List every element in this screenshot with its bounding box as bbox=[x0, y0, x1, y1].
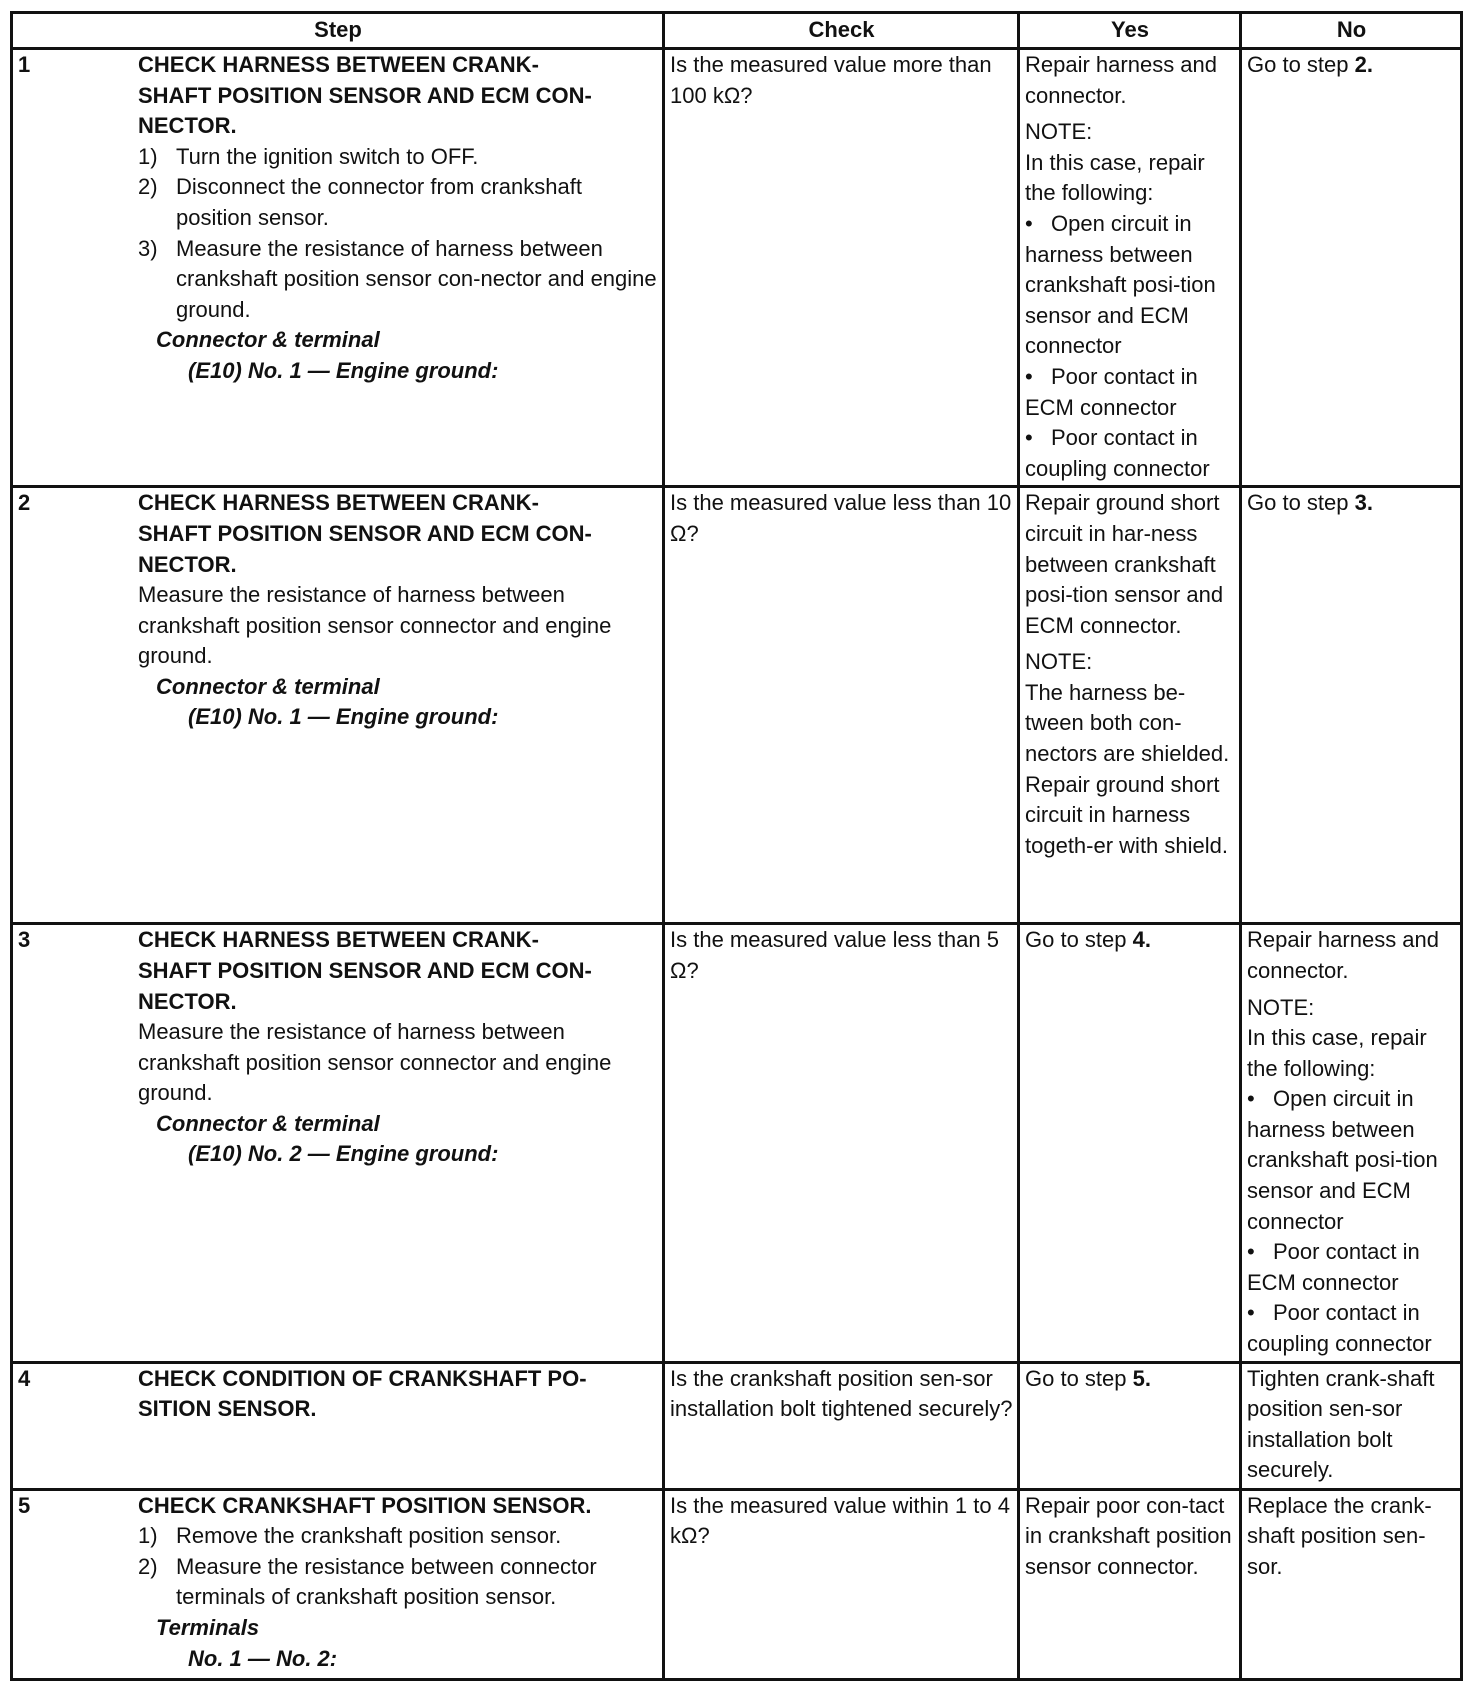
substep-list bbox=[138, 1521, 658, 1613]
connector-terminal-value: (E10) No. 1 — Engine ground: bbox=[188, 357, 499, 383]
bullet-item bbox=[1247, 1298, 1456, 1359]
bullet-icon: • bbox=[1247, 1239, 1255, 1265]
note-label: NOTE: bbox=[1025, 119, 1093, 145]
header-yes: Yes bbox=[1019, 13, 1241, 49]
bullet-text: Poor contact in ECM connector bbox=[1247, 1239, 1420, 1295]
step-number: 2 bbox=[18, 490, 31, 516]
step-cell bbox=[12, 49, 664, 487]
bullet-icon: • bbox=[1247, 1086, 1255, 1112]
check-cell: Is the measured value more than 100 kΩ? bbox=[664, 49, 1019, 487]
no-cell bbox=[1241, 487, 1462, 924]
bullet-item bbox=[1247, 1237, 1456, 1298]
substep-item bbox=[138, 234, 658, 326]
substep-text: Turn the ignition switch to OFF. bbox=[176, 143, 479, 169]
step-title-line: CHECK HARNESS BETWEEN CRANK- bbox=[138, 927, 539, 953]
no-cell: Replace the crank-shaft position sen-sor. bbox=[1241, 1489, 1462, 1679]
substep-text: Measure the resistance of harness between crankshaft position sensor con-nector and engine ground. bbox=[176, 235, 657, 322]
yes-cell bbox=[1019, 924, 1241, 1362]
substep-index: 3) bbox=[138, 235, 158, 261]
note-text: In this case, repair the following: bbox=[1247, 1025, 1427, 1081]
step-cell bbox=[12, 924, 664, 1362]
table-row-step-1 bbox=[12, 49, 1462, 487]
bullet-icon: • bbox=[1025, 363, 1033, 389]
step-cell bbox=[12, 1362, 664, 1489]
goto-target: 3. bbox=[1354, 490, 1373, 516]
bullet-text: Poor contact in coupling connector bbox=[1025, 425, 1210, 481]
step-title-line: CHECK CONDITION OF CRANKSHAFT PO- bbox=[138, 1365, 587, 1391]
goto-target: 4. bbox=[1132, 927, 1151, 953]
substep-index: 2) bbox=[138, 1553, 158, 1579]
substep-item bbox=[138, 172, 658, 233]
note-label: NOTE: bbox=[1025, 649, 1093, 675]
yes-cell bbox=[1019, 49, 1241, 487]
step-cell bbox=[12, 1489, 664, 1679]
header-check: Check bbox=[664, 13, 1019, 49]
check-cell: Is the crankshaft position sen-sor installation bolt tightened securely? bbox=[664, 1362, 1019, 1489]
check-cell: Is the measured value less than 10 Ω? bbox=[664, 487, 1019, 924]
step-title-line: SHAFT POSITION SENSOR AND ECM CON- bbox=[138, 82, 592, 108]
substep-index: 2) bbox=[138, 174, 158, 200]
connector-terminal-value: (E10) No. 2 — Engine ground: bbox=[188, 1141, 499, 1167]
substep-list bbox=[138, 142, 658, 326]
substep-item bbox=[138, 1521, 658, 1552]
yes-cell: Repair poor con-tact in crankshaft position sensor connector. bbox=[1019, 1489, 1241, 1679]
connector-terminal-label: Connector & terminal bbox=[156, 1110, 380, 1136]
no-lead: Repair harness and connector. bbox=[1247, 927, 1440, 983]
step-number: 3 bbox=[18, 927, 31, 953]
yes-cell bbox=[1019, 1362, 1241, 1489]
note-text: The harness be-tween both con-nectors are shielded. Repair ground short circuit in harness togeth-er with shield. bbox=[1025, 679, 1230, 858]
substep-text: Disconnect the connector from crankshaft position sensor. bbox=[176, 174, 582, 230]
bullet-icon: • bbox=[1025, 210, 1033, 236]
yes-lead: Repair harness and connector. bbox=[1025, 52, 1218, 108]
substep-text: Remove the crankshaft position sensor. bbox=[176, 1523, 562, 1549]
bullet-icon: • bbox=[1025, 425, 1033, 451]
goto-prefix: Go to step bbox=[1247, 52, 1349, 77]
step-title-line: NECTOR. bbox=[138, 551, 237, 577]
no-cell bbox=[1241, 49, 1462, 487]
note-text: In this case, repair the following: bbox=[1025, 149, 1205, 206]
check-cell: Is the measured value less than 5 Ω? bbox=[664, 924, 1019, 1362]
step-title-line: SITION SENSOR. bbox=[138, 1396, 317, 1422]
substep-text: Measure the resistance between connector terminals of crankshaft position sensor. bbox=[176, 1553, 597, 1610]
yes-lead: Repair ground short circuit in har-ness between crankshaft posi-tion sensor and ECM connector. bbox=[1025, 490, 1224, 638]
note-label: NOTE: bbox=[1247, 994, 1315, 1020]
step-body: Measure the resistance of harness between crankshaft position sensor connector and engine ground. bbox=[138, 1019, 612, 1106]
terminals-label: Terminals bbox=[156, 1615, 260, 1640]
yes-cell bbox=[1019, 487, 1241, 924]
no-cell bbox=[1241, 924, 1462, 1362]
connector-terminal-value: (E10) No. 1 — Engine ground: bbox=[188, 704, 499, 730]
connector-terminal-label: Connector & terminal bbox=[156, 327, 380, 353]
step-title-line: SHAFT POSITION SENSOR AND ECM CON- bbox=[138, 957, 592, 983]
table-row-step-4 bbox=[12, 1362, 1462, 1489]
header-no: No bbox=[1241, 13, 1462, 49]
table-row-step-2 bbox=[12, 487, 1462, 924]
substep-index: 1) bbox=[138, 143, 158, 169]
bullet-text: Poor contact in coupling connector bbox=[1247, 1300, 1432, 1357]
step-title-line: CHECK CRANKSHAFT POSITION SENSOR. bbox=[138, 1492, 592, 1518]
substep-index: 1) bbox=[138, 1523, 158, 1549]
bullet-text: Open circuit in harness between crankshaft posi-tion sensor and ECM connector bbox=[1025, 210, 1216, 359]
check-cell: Is the measured value within 1 to 4 kΩ? bbox=[664, 1489, 1019, 1679]
goto-prefix: Go to step bbox=[1025, 927, 1127, 953]
step-title-line: SHAFT POSITION SENSOR AND ECM CON- bbox=[138, 520, 592, 546]
bullet-item bbox=[1025, 362, 1235, 423]
goto-target: 2. bbox=[1354, 52, 1373, 77]
substep-item bbox=[138, 142, 658, 173]
goto-prefix: Go to step bbox=[1247, 490, 1349, 516]
bullet-text: Open circuit in harness between crankshaft posi-tion sensor and ECM connector bbox=[1247, 1086, 1438, 1234]
terminals-value: No. 1 — No. 2: bbox=[188, 1645, 338, 1671]
goto-prefix: Go to step bbox=[1025, 1365, 1127, 1391]
bullet-text: Poor contact in ECM connector bbox=[1025, 363, 1198, 420]
diagnostic-table bbox=[10, 11, 1463, 1681]
step-cell bbox=[12, 487, 664, 924]
step-title-line: CHECK HARNESS BETWEEN CRANK- bbox=[138, 490, 539, 516]
bullet-icon: • bbox=[1247, 1300, 1255, 1326]
step-title-line: NECTOR. bbox=[138, 113, 237, 139]
header-row bbox=[12, 13, 1462, 49]
substep-item bbox=[138, 1552, 658, 1613]
header-step: Step bbox=[12, 13, 664, 49]
connector-terminal-label: Connector & terminal bbox=[156, 673, 380, 699]
step-number: 4 bbox=[18, 1365, 31, 1391]
bullet-item bbox=[1247, 1084, 1456, 1237]
table-row-step-3 bbox=[12, 924, 1462, 1362]
no-cell: Tighten crank-shaft position sen-sor installation bolt securely. bbox=[1241, 1362, 1462, 1489]
step-title-line: CHECK HARNESS BETWEEN CRANK- bbox=[138, 52, 539, 77]
goto-target: 5. bbox=[1132, 1365, 1151, 1391]
step-body: Measure the resistance of harness between crankshaft position sensor connector and engine ground. bbox=[138, 582, 612, 669]
bullet-item bbox=[1025, 209, 1235, 362]
bullet-item bbox=[1025, 423, 1235, 484]
step-number: 1 bbox=[18, 52, 31, 77]
table-row-step-5 bbox=[12, 1489, 1462, 1679]
diagnostic-table-sheet bbox=[10, 11, 1463, 1681]
step-title-line: NECTOR. bbox=[138, 988, 237, 1014]
step-number: 5 bbox=[18, 1492, 31, 1518]
